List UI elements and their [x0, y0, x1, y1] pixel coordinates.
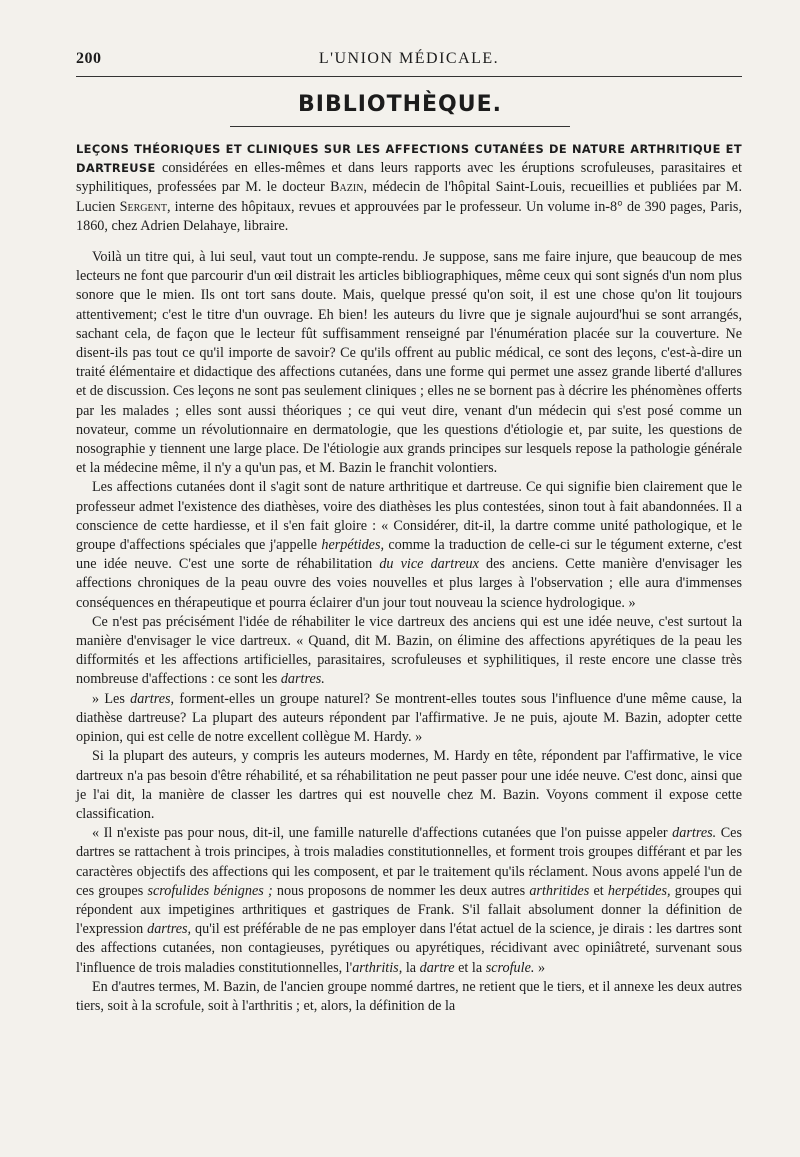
term-vice-dartreux: du vice dartreux: [379, 556, 479, 573]
term-dartres: dartres.: [672, 825, 717, 842]
paragraph-6-text-i: »: [534, 959, 546, 976]
term-scrofule: scrofule.: [485, 959, 535, 976]
running-head: [76, 50, 742, 72]
journal-title: L'UNION MÉDICALE.: [318, 50, 500, 67]
section-title-rule: [230, 126, 570, 127]
paragraph-2-text-c: des anciens. Cette manière d'envisager les affections chroniques de la peau ouvre des voies nouvelles et plus larges à l'observation ; elle aura d'immenses conséquences en thérapeutique et pourra éclairer d'un jour tout nouveau la science hydrologique. »: [76, 556, 742, 611]
section-title: BIBLIOTHÈQUE.: [297, 92, 503, 117]
paragraph-6-text-g: la: [402, 959, 420, 976]
term-arthritis: arthritis,: [352, 959, 403, 976]
term-herpetides: herpétides,: [321, 537, 385, 554]
paragraph-6-text-e: groupes qui répondent aux impetigines arthritiques et gastriques de Frank. S'il fallait absolument donner la définition de l'expression: [76, 882, 742, 938]
term-dartres: dartres,: [147, 921, 192, 938]
paragraph-6-text-b: Ces dartres se rattachent à trois principes, à trois maladies constitutionnelles, et forment trois groupes différant et par les caractères objectifs des affections qui les composent, et par le traitement qu'ils réclament. Nous avons appelé l'un de ces groupes: [76, 825, 742, 899]
spacer: [76, 236, 742, 248]
paragraph-3-text: Ce n'est pas précisément l'idée de réhabiliter le vice dartreux des anciens qui est une idée neuve, c'est surtout la manière d'envisager le vice dartreux. « Quand, dit M. Bazin, on élimine des affections apyrétiques de la peau les difformités et les affections artificielles, parasitaires, scrofuleuses et syphilitiques, il reste encore une classe très nombreuse d'affections : ce sont les: [76, 613, 742, 688]
paragraph-6-text-f: qu'il est préférable de ne pas employer dans l'état actuel de la science, je dirais : les dartres sont des affections cutanées, non contagieuses, pyrétiques ou apyrétiques, récidivant avec opiniâtreté, survenant sous l'influence de trois maladies constitutionnelles, l': [76, 921, 742, 976]
term-dartres: dartres.: [280, 671, 325, 688]
paragraph-4-text-a: » Les: [92, 690, 131, 707]
paragraph-3: [76, 613, 742, 690]
paragraph-7: En d'autres termes, M. Bazin, de l'ancien groupe nommé dartres, ne retient que le tiers, et il annexe les deux autres tiers, soit à la scrofule, soit à l'arthritis ; et, alors, la définition de la: [76, 978, 742, 1014]
page-number: 200: [76, 50, 102, 67]
paragraph-1: Voilà un titre qui, à lui seul, vaut tout un compte-rendu. Je suppose, sans me faire injure, que beaucoup de mes lecteurs ne font que parcourir d'un œil distrait les articles bibliographiques, même ceux qui sont signés d'un nom plus sonore que le mien. Ils ont tort sans doute. Mais, quelque pressé qu'on soit, il est une chose qu'on lit toujours attentivement; c'est le titre d'un ouvrage. Eh bien! les auteurs du livre que je signale aujourd'hui se sont arrangés, sachant cela, de façon que le lecteur fût suffisamment renseigné par l'énumération placée sur la couverture. Ne disent-ils pas tout ce qu'il importe de savoir? Ce qu'ils offrent au public médical, ce sont des leçons, c'est-à-dire un traité élémentaire et didactique des affections cutanées, dans une forme qui permet une assez grande liberté d'allures et de discussion. Ces leçons ne sont pas seulement cliniques ; elles ne se bornent pas à décrire les phénomènes offerts par les malades ; elles sont aussi théoriques ; ce qui veut dire, venant d'un médecin qui s'est posé comme un novateur, comme un révolutionnaire en dermatologie, que les questions d'étiologie et, par suite, les questions de nosographie y tiennent une large place. De l'étiologie aux grands principes sur lesquels repose la pathologie générale et la médecine même, il n'y a qu'un pas, et M. Bazin le franchit volontiers.: [76, 249, 742, 477]
term-scrofulides: scrofulides bénignes ;: [147, 882, 273, 899]
book-desc-2: , médecin de l'hôpital Saint-Louis, recueillies et publiées par M. Lucien: [76, 179, 742, 215]
term-dartre: dartre: [419, 959, 455, 976]
paragraph-5: Si la plupart des auteurs, y compris les auteurs modernes, M. Hardy en tête, répondent par l'affirmative, le vice dartreux n'a pas besoin d'être réhabilité, et sa réhabilitation ne peut passer pour une idée neuve. C'est donc, ainsi que je l'ai dit, la manière de classer les dartres qui est nouvelle chez M. Bazin. Voyons comment il expose cette classification.: [76, 748, 742, 822]
book-editor: Sergent: [119, 198, 167, 215]
term-herpetides: herpétides,: [607, 882, 671, 899]
article-body: [76, 140, 742, 1016]
book-title: LEÇONS THÉORIQUES ET CLINIQUES SUR LES AFFECTIONS CUTANÉES DE NATURE ARTHRITIQUE ET DARTREUSE: [76, 142, 742, 176]
paragraph-6: [76, 824, 742, 978]
header-rule: [76, 76, 742, 77]
book-author: Bazin: [330, 179, 364, 196]
paragraph-6-text-a: « Il n'existe pas pour nous, dit-il, une famille naturelle d'affections cutanées que l'on puisse appeler: [92, 825, 673, 842]
book-desc-3: , interne des hôpitaux, revues et approuvées par le professeur. Un volume in-8° de 390 pages, Paris, 1860, chez Adrien Delahaye, libraire.: [76, 198, 743, 234]
book-entry: [76, 140, 742, 236]
paragraph-6-text-h: et la: [454, 959, 486, 976]
term-arthritides: arthritides: [529, 882, 590, 899]
paragraph-2-text-a: Les affections cutanées dont il s'agit sont de nature arthritique et dartreuse. Ce qui signifie bien clairement que le professeur admet l'existence des diathèses, voire des diathèses les plus contestées, sinon tout à fait abandonnées. Il a conscience de cette hardiesse, et il s'en fait gloire : « Considérer, dit-il, la dartre comme unité pathologique, et le groupe d'affections spéciales que j'appelle: [76, 479, 742, 554]
paragraph-6-text-c: nous proposons de nommer les deux autres: [272, 882, 530, 899]
paragraph-4-text-b: forment-elles un groupe naturel? Se montrent-elles toutes sous l'influence d'une même cause, la diathèse dartreuse? La plupart des auteurs répondent par l'affirmative. Je ne puis, ajoute M. Bazin, adopter cette opinion, qui est celle de notre excellent collègue M. Hardy. »: [76, 690, 742, 746]
paragraph-2: [76, 478, 742, 612]
paragraph-4: [76, 690, 742, 748]
term-dartres: dartres,: [130, 690, 175, 707]
book-desc-1: considérées en elles-mêmes et dans leurs rapports avec les éruptions scrofuleuses, parasitaires et syphilitiques, professées par M. le docteur: [76, 160, 742, 196]
paragraph-2-text-b: comme la traduction de celle-ci sur le tégument externe, c'est une idée neuve. C'est une sorte de réhabilitation: [76, 537, 742, 573]
paragraph-6-text-d: et: [589, 882, 608, 899]
